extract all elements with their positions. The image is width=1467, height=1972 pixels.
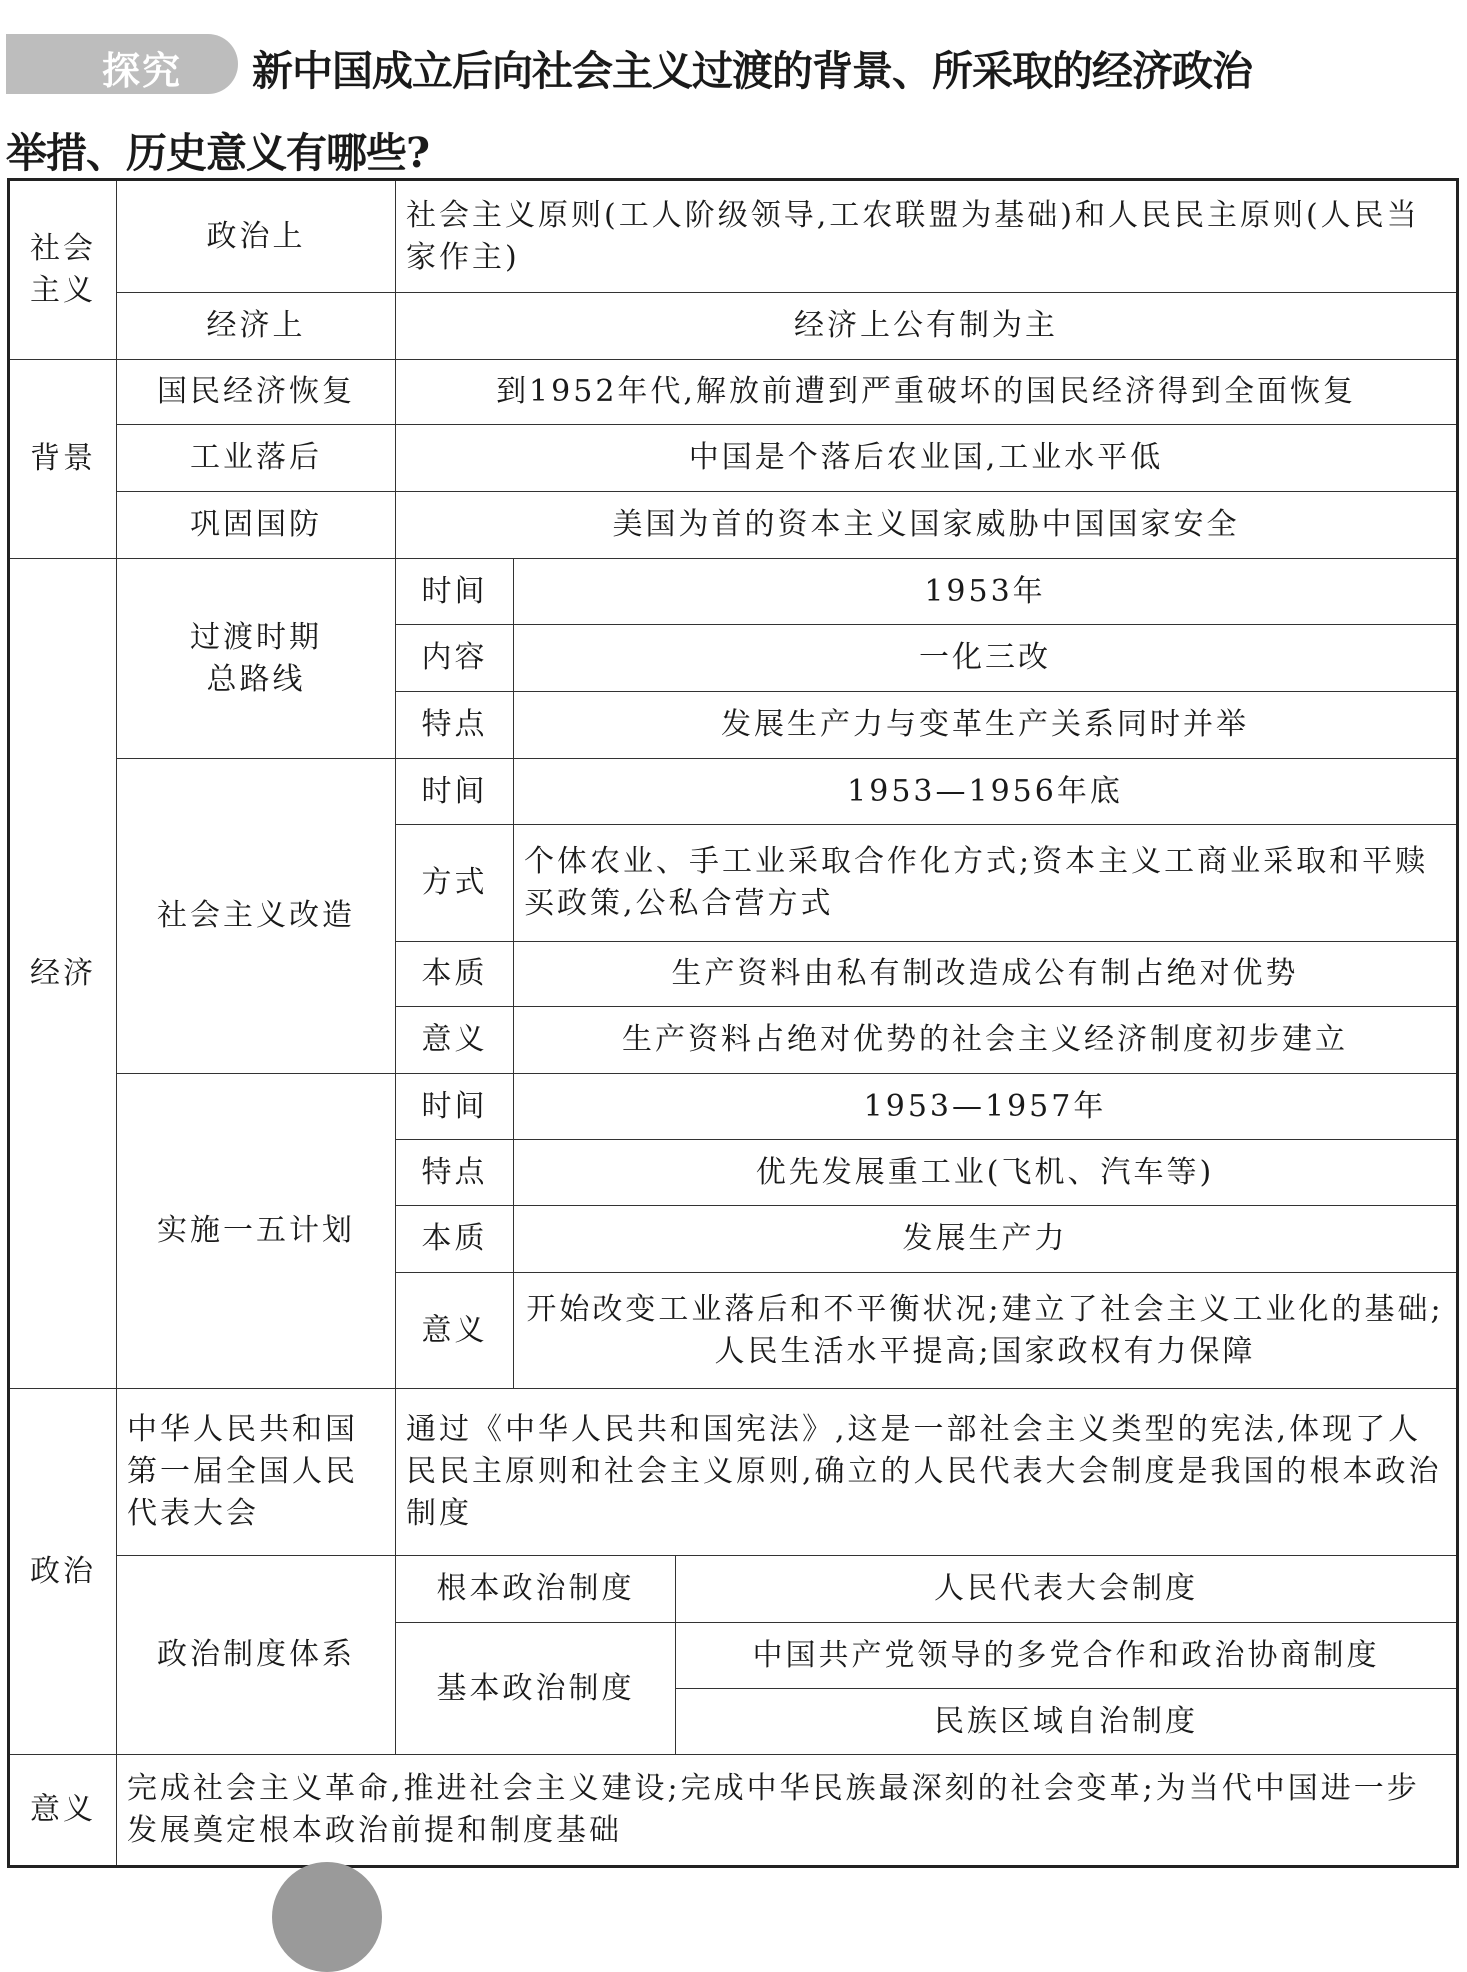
category-politics: 政治 xyxy=(9,1389,117,1755)
row-value: 1953—1956年底 xyxy=(514,759,1458,825)
title-line-2: 举措、历史意义有哪些? xyxy=(6,129,430,177)
row-value: 美国为首的资本主义国家威胁中国国家安全 xyxy=(396,492,1458,559)
group-political-system: 政治制度体系 xyxy=(117,1556,396,1755)
row-value: 开始改变工业落后和不平衡状况;建立了社会主义工业化的基础;人民生活水平提高;国家政权有力保障 xyxy=(514,1273,1458,1389)
row-key: 本质 xyxy=(396,942,514,1007)
row-value: 1953—1957年 xyxy=(514,1074,1458,1140)
group-five-year-plan: 实施一五计划 xyxy=(117,1074,396,1389)
row-label: 巩固国防 xyxy=(117,492,396,559)
group-congress: 中华人民共和国第一届全国人民代表大会 xyxy=(117,1389,396,1556)
row-value: 个体农业、手工业采取合作化方式;资本主义工商业采取和平赎买政策,公私合营方式 xyxy=(514,825,1458,942)
row-key: 本质 xyxy=(396,1206,514,1273)
category-socialism: 社会主义 xyxy=(9,180,117,360)
row-label: 政治上 xyxy=(117,180,396,293)
row-value: 完成社会主义革命,推进社会主义建设;完成中华民族最深刻的社会变革;为当代中国进一步发展奠定根本政治前提和制度基础 xyxy=(117,1755,1458,1867)
row-key: 时间 xyxy=(396,759,514,825)
row-value: 民族区域自治制度 xyxy=(676,1689,1458,1755)
row-key: 根本政治制度 xyxy=(396,1556,676,1623)
row-value: 1953年 xyxy=(514,559,1458,625)
row-label: 经济上 xyxy=(117,293,396,360)
row-key: 时间 xyxy=(396,1074,514,1140)
row-key: 特点 xyxy=(396,692,514,759)
row-value: 经济上公有制为主 xyxy=(396,293,1458,360)
row-value: 中国共产党领导的多党合作和政治协商制度 xyxy=(676,1623,1458,1689)
title-line-1: 新中国成立后向社会主义过渡的背景、所采取的经济政治 xyxy=(252,47,1252,95)
row-key: 特点 xyxy=(396,1140,514,1206)
category-background: 背景 xyxy=(9,360,117,559)
row-value: 发展生产力 xyxy=(514,1206,1458,1273)
row-value: 生产资料占绝对优势的社会主义经济制度初步建立 xyxy=(514,1007,1458,1074)
row-value: 一化三改 xyxy=(514,625,1458,692)
page-number-circle xyxy=(272,1862,382,1972)
row-value: 通过《中华人民共和国宪法》,这是一部社会主义类型的宪法,体现了人民民主原则和社会主义原则,确立的人民代表大会制度是我国的根本政治制度 xyxy=(396,1389,1458,1556)
row-value: 优先发展重工业(飞机、汽车等) xyxy=(514,1140,1458,1206)
row-key: 基本政治制度 xyxy=(396,1623,676,1755)
summary-table xyxy=(7,178,1459,1868)
row-label: 工业落后 xyxy=(117,425,396,492)
row-value: 生产资料由私有制改造成公有制占绝对优势 xyxy=(514,942,1458,1007)
row-label: 国民经济恢复 xyxy=(117,360,396,425)
row-value: 中国是个落后农业国,工业水平低 xyxy=(396,425,1458,492)
row-key: 方式 xyxy=(396,825,514,942)
group-transformation: 社会主义改造 xyxy=(117,759,396,1074)
group-general-line: 过渡时期总路线 xyxy=(117,559,396,759)
row-value: 人民代表大会制度 xyxy=(676,1556,1458,1623)
row-key: 时间 xyxy=(396,559,514,625)
category-economy: 经济 xyxy=(9,559,117,1389)
row-value: 社会主义原则(工人阶级领导,工农联盟为基础)和人民民主原则(人民当家作主) xyxy=(396,180,1458,293)
row-key: 意义 xyxy=(396,1273,514,1389)
row-key: 内容 xyxy=(396,625,514,692)
explore-badge xyxy=(6,34,238,94)
category-significance: 意义 xyxy=(9,1755,117,1867)
row-value: 到1952年代,解放前遭到严重破坏的国民经济得到全面恢复 xyxy=(396,360,1458,425)
row-value: 发展生产力与变革生产关系同时并举 xyxy=(514,692,1458,759)
badge-label: 探究 xyxy=(102,49,183,93)
row-key: 意义 xyxy=(396,1007,514,1074)
